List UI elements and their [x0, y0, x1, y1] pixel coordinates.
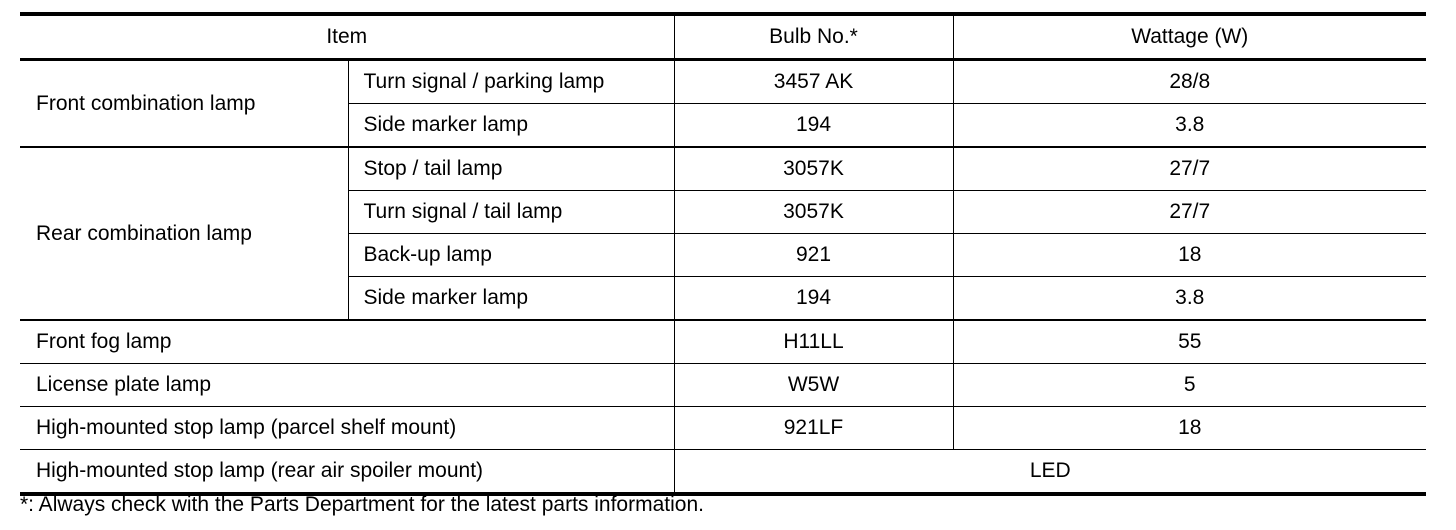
bulb-no: 921LF	[674, 407, 953, 450]
header-item: Item	[20, 14, 674, 60]
table-header-row	[20, 14, 1426, 60]
item-name: License plate lamp	[20, 364, 674, 407]
wattage: 55	[953, 320, 1426, 364]
wattage: 5	[953, 364, 1426, 407]
wattage: 27/7	[953, 147, 1426, 191]
item-name: Side marker lamp	[348, 277, 674, 321]
bulb-no: 921	[674, 234, 953, 277]
bulb-no: H11LL	[674, 320, 953, 364]
table-row	[20, 147, 1426, 191]
bulb-spec-table-container	[20, 12, 1426, 496]
wattage: 28/8	[953, 60, 1426, 104]
item-name: High-mounted stop lamp (rear air spoiler mount)	[20, 450, 674, 495]
item-name: Back-up lamp	[348, 234, 674, 277]
table-row	[20, 407, 1426, 450]
group-front-combination: Front combination lamp	[20, 60, 348, 148]
item-name: Turn signal / tail lamp	[348, 191, 674, 234]
header-wattage: Wattage (W)	[953, 14, 1426, 60]
table-row	[20, 364, 1426, 407]
table-row	[20, 60, 1426, 104]
bulb-no: 3457 AK	[674, 60, 953, 104]
footnote: *: Always check with the Parts Department for the latest parts information.	[20, 493, 704, 516]
wattage: 3.8	[953, 277, 1426, 321]
wattage: 3.8	[953, 104, 1426, 148]
bulb-no: 194	[674, 104, 953, 148]
bulb-no: W5W	[674, 364, 953, 407]
bulb-no: 3057K	[674, 191, 953, 234]
item-name: Front fog lamp	[20, 320, 674, 364]
wattage: 18	[953, 234, 1426, 277]
header-bulb-no: Bulb No.*	[674, 14, 953, 60]
bulb-no: 194	[674, 277, 953, 321]
item-name: Stop / tail lamp	[348, 147, 674, 191]
item-name: Side marker lamp	[348, 104, 674, 148]
led-value: LED	[674, 450, 1426, 495]
group-rear-combination: Rear combination lamp	[20, 147, 348, 320]
item-name: Turn signal / parking lamp	[348, 60, 674, 104]
bulb-spec-table	[20, 12, 1426, 496]
table-row	[20, 450, 1426, 495]
item-name: High-mounted stop lamp (parcel shelf mount)	[20, 407, 674, 450]
table-row	[20, 320, 1426, 364]
wattage: 18	[953, 407, 1426, 450]
wattage: 27/7	[953, 191, 1426, 234]
bulb-no: 3057K	[674, 147, 953, 191]
